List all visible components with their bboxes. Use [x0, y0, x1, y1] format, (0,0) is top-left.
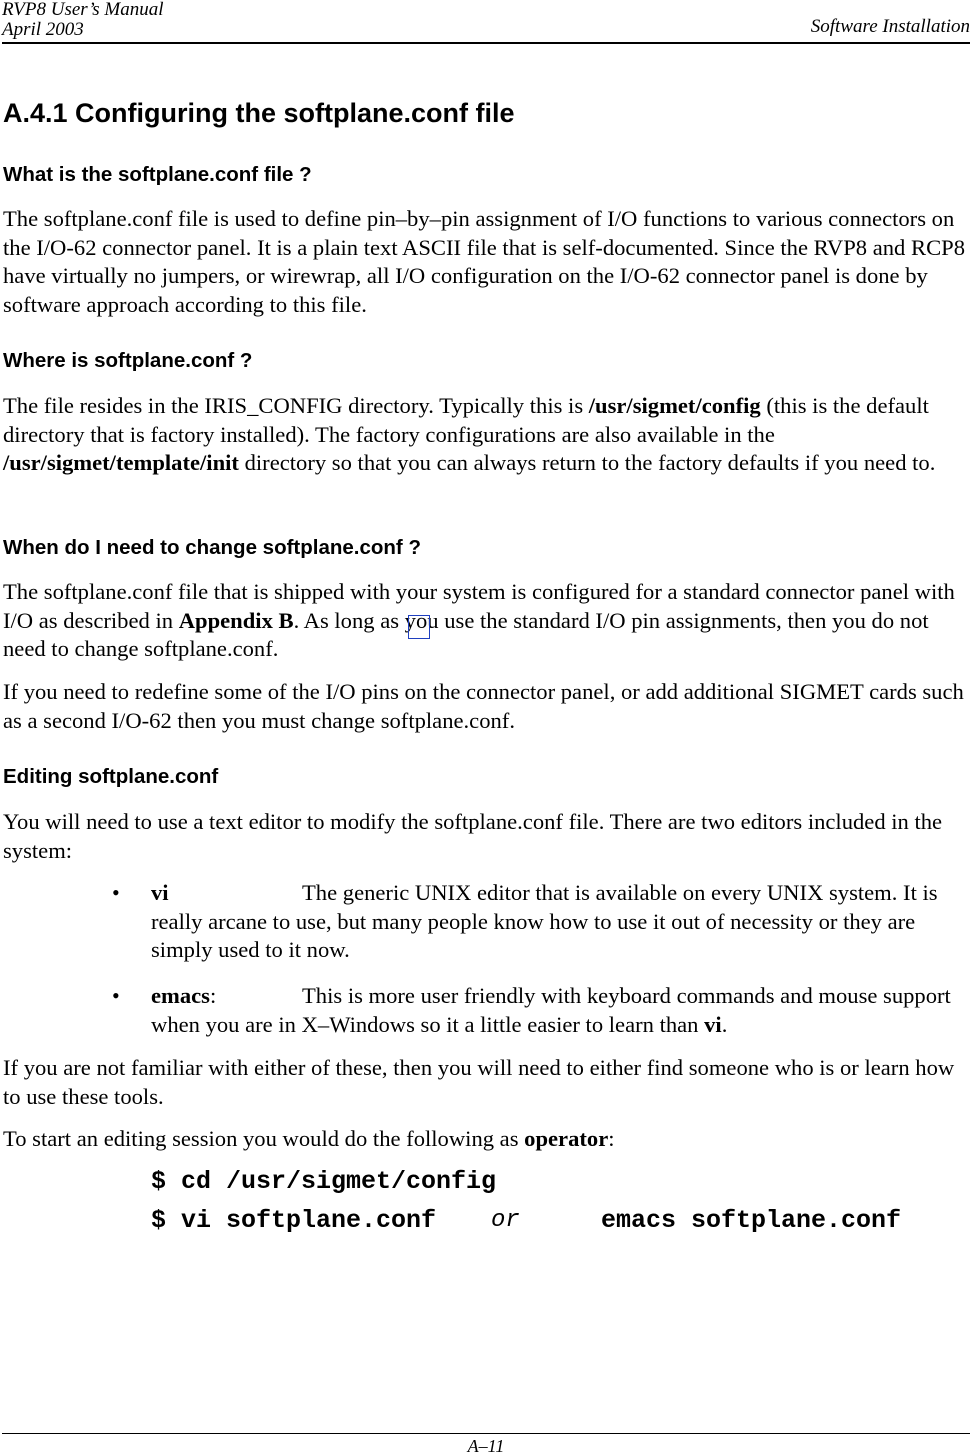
template-path: /usr/sigmet/template/init	[3, 450, 239, 475]
when-change-paragraph-1: The softplane.conf file that is shipped with your system is configured for a standard connector panel with I/O as described in Appendix B. As long as you use the standard I/O pin assignments, then you do not need to change softplane.conf.	[3, 579, 955, 661]
page-number: A–11	[467, 1436, 505, 1456]
link-highlight-box[interactable]	[408, 615, 430, 639]
config-path: /usr/sigmet/config	[588, 393, 761, 418]
vi-bullet: vi The generic UNIX editor that is available on every UNIX system. It is really arcane to use, but many people know how to use it out of necessity or they are simply used to it now.	[151, 880, 938, 962]
bullet-mark: •	[112, 983, 120, 1008]
emacs-term: emacs:	[151, 983, 217, 1008]
editing-intro: You will need to use a text editor to modify the softplane.conf file. There are two editors included in the system:	[3, 809, 943, 863]
manual-title: RVP8 User’s Manual	[2, 0, 164, 20]
vi-command: $ vi softplane.conf	[151, 1206, 437, 1235]
bullet-mark: •	[112, 880, 120, 905]
emacs-command: emacs softplane.conf	[601, 1206, 902, 1235]
where-is-heading: Where is softplane.conf ?	[3, 349, 253, 372]
vi-term: vi	[151, 880, 169, 905]
emacs-bullet: emacs: This is more user friendly with keyboard commands and mouse support when you are in X–Windows so it a little easier to learn than vi.	[151, 983, 951, 1037]
when-change-heading: When do I need to change softplane.conf ?	[3, 536, 421, 559]
editing-heading: Editing softplane.conf	[3, 765, 219, 788]
footer-rule	[2, 1433, 970, 1434]
what-is-heading: What is the softplane.conf file ?	[3, 163, 312, 186]
header-rule	[2, 42, 970, 44]
what-is-paragraph: The softplane.conf file is used to define pin–by–pin assignment of I/O functions to various connectors on the I/O-62 connector panel. It is a plain text ASCII file that is self-documented. Since the RVP8 and RCP8 have virtually no jumpers, or wirewrap, all I/O configuration on the I/O-62 connector panel is done by software approach according to this file.	[3, 206, 965, 317]
section-title: A.4.1 Configuring the softplane.conf file	[3, 98, 515, 128]
appendix-b-link[interactable]: Appendix B	[178, 607, 294, 633]
unfamiliar-paragraph: If you are not familiar with either of these, then you will need to either find someone who is or learn how to use these tools.	[3, 1055, 955, 1109]
manual-date: April 2003	[2, 19, 84, 40]
or-separator: or	[491, 1207, 520, 1234]
where-is-paragraph: The file resides in the IRIS_CONFIG directory. Typically this is /usr/sigmet/config (this is the default directory that is factory installed). The factory configurations are also available in the /usr/sigmet/template/init directory so that you can always return to the factory defaults if you need to.	[3, 393, 936, 475]
start-session-paragraph: To start an editing session you would do the following as operator:	[3, 1126, 615, 1151]
operator-user: operator	[524, 1126, 609, 1151]
when-change-paragraph-2: If you need to redefine some of the I/O pins on the connector panel, or add additional SIGMET cards such as a second I/O-62 then you must change softplane.conf.	[3, 679, 964, 733]
section-running-title: Software Installation	[810, 16, 970, 37]
cd-command: $ cd /usr/sigmet/config	[151, 1167, 497, 1196]
